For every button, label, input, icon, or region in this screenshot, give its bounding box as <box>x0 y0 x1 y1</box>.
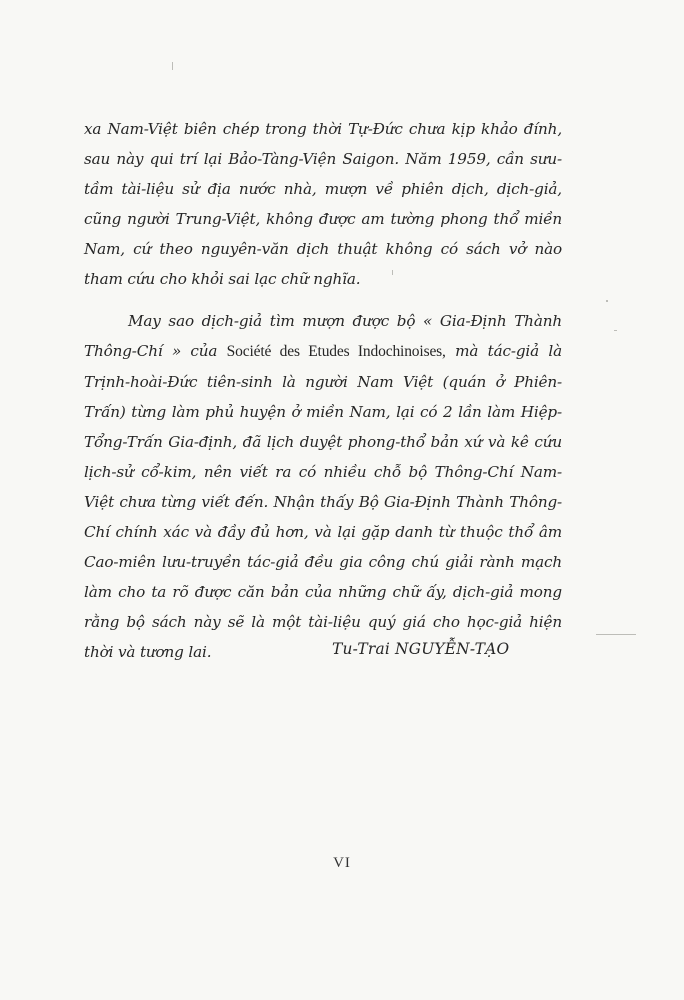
paragraph-2 <box>84 306 562 667</box>
scan-speck <box>606 300 608 302</box>
body-text <box>84 114 562 667</box>
paragraph-1: xa Nam-Việt biên chép trong thời Tự-Đức chưa kịp khảo đính, sau này qui trí lại Bảo-Tàng-Viện Saigon. Năm 1959, cần sưu-tầm tài-liệu sử địa nước nhà, mượn về phiên dịch, dịch-giả, cũng người Trung-Việt, không được am tường phong thổ miền Nam, cứ theo nguyên-văn dịch thuật không có sách vở nào tham cứu cho khỏi sai lạc chữ nghĩa. <box>84 120 562 288</box>
scan-speck <box>392 270 393 275</box>
scan-speck <box>172 62 173 70</box>
french-society-name: Société des Etudes Indochinoises, <box>226 343 446 360</box>
author-signature: Tu-Trai NGUYỄN-TẠO <box>332 640 510 658</box>
paragraph-2-continuation: mà tác-giả là Trịnh-hoài-Đức tiên-sinh là người Nam Việt (quán ở Phiên-Trấn) từng làm phủ huyện ở miền Nam, lại có 2 lần làm Hiệp-Tổng-Trấn Gia-định, đã lịch duyệt phong-thổ bản xứ và kê cứu lịch-sử cổ-kim, nên viết ra có nhiều chỗ bộ Thông-Chí Nam-Việt chưa từng viết đến. Nhận thấy Bộ Gia-Định Thành Thông-Chí chính xác và đầy đủ hơn, và lại gặp danh từ thuộc thổ âm Cao-miên lưu-truyền tác-giả đều gia công chú giải rành mạch làm cho ta rõ được căn bản của những chữ ấy, dịch-giả mong rằng bộ sách này sẽ là một tài-liệu quý giá cho học-giả hiện thời và tương lai. <box>84 342 562 661</box>
page-number: VI <box>333 855 351 871</box>
paragraph-2-opening: May sao dịch-giả tìm mượn được bộ « Gia-Định Thành Thông-Chí » của <box>84 312 562 360</box>
scan-speck <box>596 634 636 635</box>
scan-speck <box>614 330 617 331</box>
